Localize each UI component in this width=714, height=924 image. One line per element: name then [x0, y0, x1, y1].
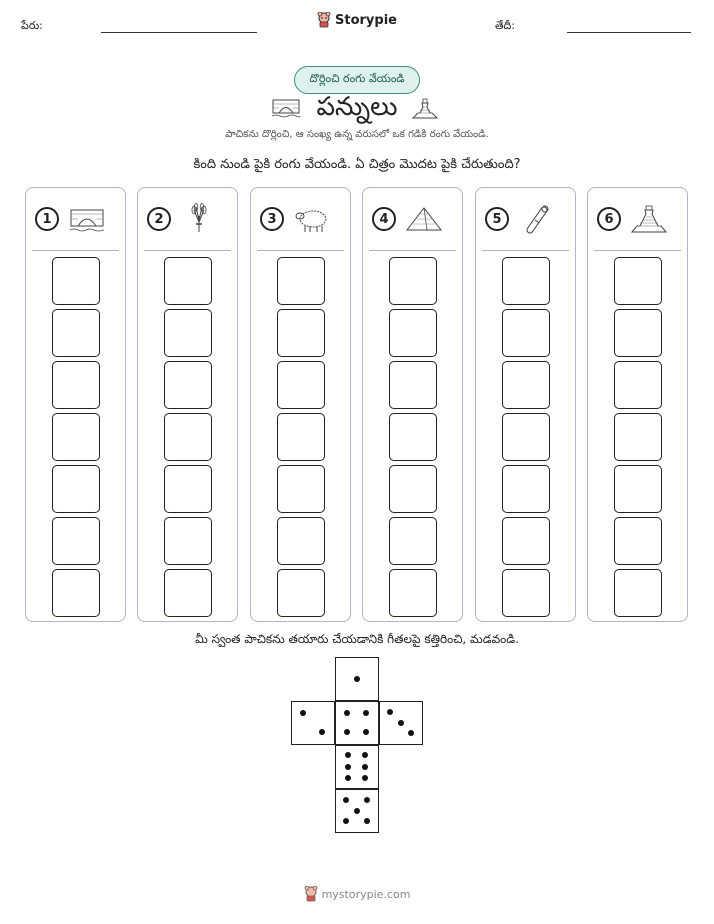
column-divider	[257, 250, 344, 251]
die-pip	[343, 818, 349, 824]
die-pip	[300, 710, 306, 716]
die-pip	[364, 818, 370, 824]
storypie-logo-icon	[317, 12, 331, 28]
brand	[0, 12, 714, 28]
storypie-footer-logo-icon	[304, 886, 318, 902]
color-box[interactable]	[52, 309, 100, 357]
column-divider	[32, 250, 119, 251]
color-box[interactable]	[277, 517, 325, 565]
color-box[interactable]	[614, 257, 662, 305]
step-pyramid-icon	[630, 202, 668, 236]
die-pip	[363, 729, 369, 735]
color-box[interactable]	[164, 309, 212, 357]
scroll-icon	[518, 202, 556, 236]
column-number: 3	[260, 207, 284, 231]
die-face-3	[379, 701, 423, 745]
color-box[interactable]	[164, 257, 212, 305]
color-box[interactable]	[277, 309, 325, 357]
color-box[interactable]	[502, 569, 550, 617]
footer-url[interactable]: mystorypie.com	[321, 887, 411, 901]
die-pip	[362, 764, 368, 770]
color-box[interactable]	[277, 257, 325, 305]
color-box[interactable]	[614, 465, 662, 513]
die-pip	[408, 730, 414, 736]
die-face-6	[335, 745, 379, 789]
die-pip	[319, 729, 325, 735]
die-pip	[398, 720, 404, 726]
color-box[interactable]	[164, 413, 212, 461]
color-box[interactable]	[277, 465, 325, 513]
die-pip	[345, 764, 351, 770]
column-1	[25, 187, 126, 622]
pyramid-icon	[405, 202, 443, 236]
die-pip	[344, 710, 350, 716]
wheat-sheaf-icon	[180, 202, 218, 236]
color-box[interactable]	[52, 465, 100, 513]
column-5	[475, 187, 576, 622]
column-divider	[369, 250, 456, 251]
color-box[interactable]	[277, 361, 325, 409]
color-box[interactable]	[52, 361, 100, 409]
color-box[interactable]	[164, 361, 212, 409]
instruction: కింది నుండి పైకి రంగు వేయండి. ఏ చిత్రం మొదట పైకి చేరుతుంది?	[193, 157, 521, 172]
color-box[interactable]	[502, 361, 550, 409]
subtitle: పాచికను దొర్లించి, ఆ సంఖ్య ఉన్న వరుసలో ఒక గడికి రంగు వేయండి.	[225, 129, 489, 140]
activity-pill: దొర్లించి రంగు వేయండి	[294, 66, 420, 94]
column-2	[137, 187, 238, 622]
footer	[0, 886, 714, 902]
color-box[interactable]	[614, 413, 662, 461]
die-face-4	[335, 701, 379, 745]
die-pip	[362, 752, 368, 758]
column-divider	[594, 250, 681, 251]
color-box[interactable]	[52, 257, 100, 305]
column-3	[250, 187, 351, 622]
color-box[interactable]	[389, 309, 437, 357]
color-box[interactable]	[502, 413, 550, 461]
color-box[interactable]	[389, 257, 437, 305]
color-box[interactable]	[277, 413, 325, 461]
die-face-2	[291, 701, 335, 745]
color-box[interactable]	[614, 309, 662, 357]
color-box[interactable]	[389, 517, 437, 565]
name-label: పేరు:	[21, 19, 43, 32]
color-box[interactable]	[52, 569, 100, 617]
color-box[interactable]	[277, 569, 325, 617]
column-number: 1	[35, 207, 59, 231]
page-title: పన్నులు	[316, 92, 398, 122]
color-box[interactable]	[614, 361, 662, 409]
die-pip	[387, 709, 393, 715]
color-box[interactable]	[164, 569, 212, 617]
column-number: 2	[147, 207, 171, 231]
die-pip	[344, 729, 350, 735]
date-line[interactable]	[567, 32, 691, 33]
column-number: 6	[597, 207, 621, 231]
color-box[interactable]	[614, 517, 662, 565]
die-face-5	[335, 789, 379, 833]
color-box[interactable]	[164, 465, 212, 513]
die-pip	[343, 797, 349, 803]
color-box[interactable]	[502, 465, 550, 513]
date-label: తేదీ:	[495, 19, 516, 32]
die-pip	[362, 775, 368, 781]
die-pip	[364, 797, 370, 803]
color-box[interactable]	[502, 309, 550, 357]
die-pip	[354, 676, 360, 682]
die-pip	[345, 775, 351, 781]
column-4	[362, 187, 463, 622]
column-divider	[144, 250, 231, 251]
column-number: 5	[485, 207, 509, 231]
step-pyramid-icon	[410, 94, 440, 120]
color-box[interactable]	[389, 361, 437, 409]
column-number: 4	[372, 207, 396, 231]
color-box[interactable]	[52, 413, 100, 461]
color-box[interactable]	[614, 569, 662, 617]
die-pip	[354, 808, 360, 814]
color-box[interactable]	[502, 257, 550, 305]
cut-instruction: మీ స్వంత పాచికను తయారు చేయడానికి గీతలపై కత్తిరించి, మడవండి.	[195, 632, 519, 646]
name-line[interactable]	[101, 32, 257, 33]
column-divider	[482, 250, 569, 251]
bridge-icon	[68, 202, 106, 236]
die-face-1	[335, 657, 379, 701]
color-box[interactable]	[52, 517, 100, 565]
brand-name: Storypie	[335, 12, 397, 28]
color-box[interactable]	[502, 517, 550, 565]
sheep-icon	[293, 202, 331, 236]
color-box[interactable]	[389, 413, 437, 461]
die-pip	[345, 752, 351, 758]
die-pip	[363, 710, 369, 716]
color-box[interactable]	[164, 517, 212, 565]
color-box[interactable]	[389, 465, 437, 513]
column-6	[587, 187, 688, 622]
color-box[interactable]	[389, 569, 437, 617]
